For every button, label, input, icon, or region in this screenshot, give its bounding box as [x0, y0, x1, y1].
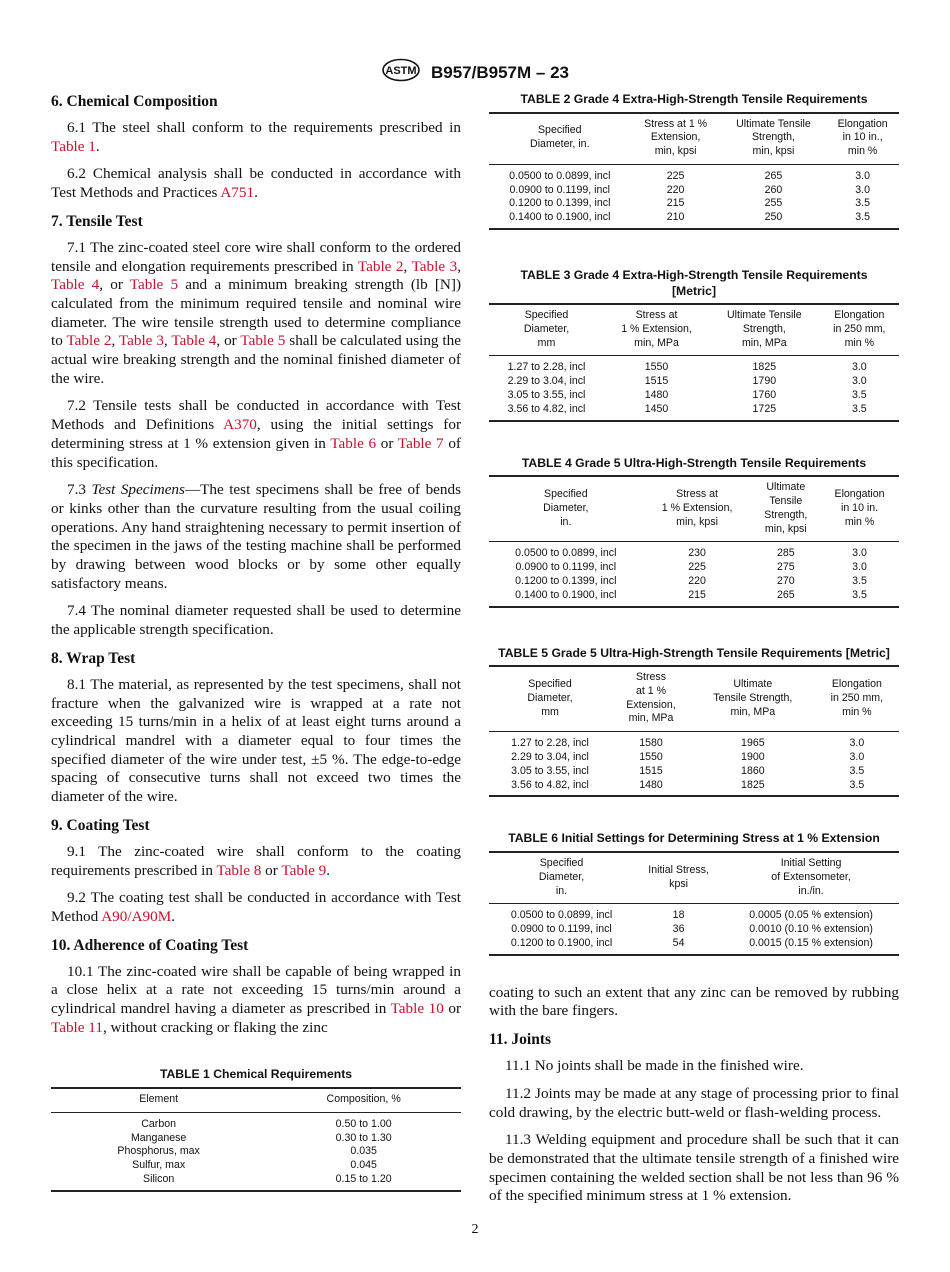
table-cell: 260 — [764, 183, 783, 196]
table-6 — [489, 831, 899, 955]
table-cell: 3.0 — [852, 547, 867, 560]
table-5 — [489, 646, 899, 798]
table-header-cell: Composition, % — [266, 1088, 461, 1112]
paragraph-9-1: 9.1 The zinc-coated wire shall conform to the coating requirements prescribed in Table 8 or Table 9. — [51, 842, 461, 879]
table-cell: 3.0 — [855, 169, 870, 182]
header-line: Diameter, in. — [530, 138, 590, 151]
header-line: Specified — [537, 124, 582, 137]
table-row — [489, 184, 899, 198]
section-heading: 9. Coating Test — [51, 816, 150, 834]
table-cell: 1965 — [741, 737, 765, 750]
table-cell: 0.0900 to 0.1199, incl — [511, 923, 612, 936]
table-cell: 3.5 — [851, 402, 867, 415]
header-line: in 250 mm, — [833, 322, 886, 335]
paragraph-6-2: 6.2 Chemical analysis shall be conducted in accordance with Test Methods and Practices A751. — [51, 165, 461, 202]
header-line: Specified — [539, 856, 584, 869]
paragraph-11-2: 11.2 Joints may be made at any stage of processing prior to final cold drawing, by the electric butt-weld or flash-welding process. — [489, 1084, 899, 1121]
table-cell: 3.5 — [852, 588, 867, 601]
table-9-link[interactable]: Table 9 — [281, 861, 327, 879]
header-line: min % — [842, 705, 872, 718]
table-cell: 3.5 — [855, 211, 870, 224]
table-title: TABLE 1 Chemical Requirements — [159, 1067, 353, 1082]
table-cell: 0.0015 (0.15 % extension) — [749, 936, 873, 949]
table-cell: 0.15 to 1.20 — [335, 1172, 392, 1185]
table-title: TABLE 4 Grade 5 Ultra-High-Strength Tensile Requirements — [521, 455, 867, 470]
astm-logo-text: ASTM — [385, 65, 417, 77]
header-line: Extension, — [650, 131, 701, 144]
table-cell: 1900 — [741, 751, 765, 764]
section-heading: 6. Chemical Composition — [51, 93, 218, 110]
table-header-cell — [691, 666, 815, 732]
table-header-row — [489, 113, 899, 165]
table-5-link[interactable]: Table 5 — [240, 332, 286, 350]
header-line: Diameter, — [543, 501, 589, 514]
table-header-cell — [820, 304, 899, 356]
header-line: Specified — [544, 488, 588, 501]
header-line: min % — [847, 145, 878, 158]
table-cell: 1.27 to 2.28, incl — [511, 737, 589, 750]
table-header-cell — [820, 476, 899, 542]
header-line: min, kpsi — [752, 145, 795, 158]
table-cell: 0.1400 to 0.1900, incl — [515, 588, 617, 601]
table-cell: 1550 — [644, 361, 669, 374]
table-row — [489, 589, 899, 607]
header-line: min, kpsi — [654, 145, 697, 158]
table-cell: 3.0 — [849, 751, 865, 764]
header-line: min, kpsi — [764, 522, 807, 535]
header-line: min, kpsi — [676, 515, 718, 528]
table-row — [489, 732, 899, 751]
table-cell: 3.5 — [851, 389, 867, 402]
paragraph-6-1: 6.1 The steel shall conform to the requirements prescribed in Table 1. — [51, 119, 461, 155]
paragraph-11-3: 11.3 Welding equipment and procedure shall be such that it can be demonstrated that the ultimate tensile strength of a finished wire specimen containing the welded section shall be not less than 96 % of the specified minimum stress at 1 % extension. — [489, 1131, 899, 1205]
table-cell: 2.29 to 3.04, incl — [511, 751, 589, 764]
table-cell: 0.1200 to 0.1399, incl — [509, 197, 611, 210]
table-cell: 270 — [776, 574, 795, 587]
table-row — [489, 403, 899, 421]
header-line: Diameter, — [527, 691, 573, 704]
header-line: 1 % Extension, — [661, 501, 733, 514]
table-4-grid — [489, 475, 899, 607]
table-header-cell — [826, 113, 899, 165]
page-header — [0, 58, 950, 87]
table-body — [489, 164, 899, 229]
table-header-cell — [489, 113, 631, 165]
table-body — [489, 356, 899, 421]
table-row — [51, 1112, 461, 1131]
table-4-link[interactable]: Table 4 — [171, 332, 217, 350]
header-line: Diameter, — [538, 870, 585, 883]
table-header-cell — [631, 113, 721, 165]
table-3-link[interactable]: Table 3 — [411, 257, 458, 275]
astm-logo-icon — [381, 58, 421, 87]
header-line: Ultimate — [766, 481, 806, 494]
header-line: of Extensometer, — [771, 870, 851, 883]
table-cell: 0.0900 to 0.1199, incl — [515, 561, 617, 574]
table-row — [489, 561, 899, 575]
a370-link[interactable]: A370 — [223, 416, 257, 434]
table-row — [51, 1132, 461, 1146]
paragraph-7-2: 7.2 Tensile tests shall be conducted in accordance with Test Methods and Definitions A370, using the initial settings for determining stress at 1 % extension given in Table 6 or Table 7 of this specification. — [51, 397, 461, 471]
table-cell: 0.0900 to 0.1199, incl — [509, 183, 611, 196]
table-cell: 275 — [776, 561, 795, 574]
table-cell: 18 — [672, 909, 685, 922]
table-2-grid — [489, 112, 899, 231]
header-line: Stress at 1 % — [644, 117, 708, 130]
table-cell: Sulfur, max — [132, 1159, 186, 1172]
paragraph-7-4: 7.4 The nominal diameter requested shall be used to determine the applicable strength specification. — [51, 602, 461, 639]
table-cell: 3.0 — [851, 361, 867, 374]
table-cell: 0.50 to 1.00 — [335, 1117, 392, 1130]
table-header-cell — [489, 476, 643, 542]
table-cell: 3.5 — [852, 574, 867, 587]
header-line: Extension, — [626, 698, 676, 711]
table-cell: 3.05 to 3.55, incl — [507, 389, 586, 402]
table-cell: Manganese — [130, 1131, 187, 1144]
table-8-link[interactable]: Table 8 — [216, 861, 262, 879]
table-cell: 1825 — [752, 361, 777, 374]
table-cell: 225 — [688, 561, 706, 574]
header-line: in 250 mm, — [830, 691, 884, 704]
table-header-cell — [815, 666, 899, 732]
table-title: TABLE 3 Grade 4 Extra-High-Strength Tensile Requirements [Metric] — [520, 268, 868, 298]
table-cell: 3.5 — [855, 197, 870, 210]
paragraph-10-1: 10.1 The zinc-coated wire shall be capable of being wrapped in a close helix at a rate not exceeding 15 turns/min around a cylindrical mandrel having a diameter as prescribed in Table 10 or Table 11, without cracking or flaking the zinc — [51, 962, 462, 1036]
header-line: mm — [537, 336, 556, 349]
header-line: Elongation — [831, 677, 882, 690]
table-header-cell — [721, 113, 827, 165]
table-cell: 1515 — [639, 764, 663, 777]
table-header-cell — [611, 666, 691, 732]
table-cell: 1580 — [639, 737, 663, 750]
table-cell: 36 — [672, 923, 685, 936]
table-cell: 1515 — [644, 375, 669, 388]
table-header-cell — [643, 476, 752, 542]
table-cell: 1860 — [741, 764, 765, 777]
header-line: Ultimate — [733, 677, 773, 690]
table-cell: 0.0500 to 0.0899, incl — [510, 909, 613, 922]
header-line: Tensile Strength, — [713, 691, 793, 704]
a751-link[interactable]: A751 — [220, 184, 255, 202]
header-line: Stress at — [676, 488, 718, 501]
table-row — [51, 1173, 461, 1191]
table-header-cell — [634, 852, 723, 904]
table-row — [489, 765, 899, 779]
header-line: Specified — [524, 309, 569, 322]
table-cell: Phosphorus, max — [117, 1145, 200, 1158]
header-line: min % — [844, 336, 875, 349]
table-1 — [51, 1067, 461, 1191]
table-cell: 54 — [672, 936, 685, 949]
paragraph-10-1-continued: coating to such an extent that any zinc can be removed by rubbing with the bare fingers. — [489, 983, 899, 1020]
table-4-link[interactable]: Table 4 — [51, 276, 100, 294]
header-line: Stress — [635, 671, 667, 684]
table-row — [489, 356, 899, 375]
table-row — [51, 1145, 461, 1159]
table-title: TABLE 2 Grade 4 Extra-High-Strength Tensile Requirements — [520, 92, 868, 106]
table-header-row — [489, 304, 899, 356]
table-cell: 1725 — [752, 402, 777, 415]
table-cell: 0.0010 (0.10 % extension) — [749, 923, 873, 936]
table-1-link[interactable]: Table 1 — [51, 137, 96, 155]
header-line: min % — [844, 515, 875, 528]
table-6-link[interactable]: Table 6 — [330, 434, 377, 452]
table-cell: 0.1200 to 0.1900, incl — [510, 936, 613, 949]
table-row — [489, 197, 899, 211]
table-cell: 220 — [666, 183, 685, 196]
paragraph-9-2: 9.2 The coating test shall be conducted in accordance with Test Method A90/A90M. — [51, 889, 461, 925]
header-line: kpsi — [669, 877, 688, 890]
header-line: min, MPa — [730, 705, 776, 718]
header-line: Strength, — [742, 322, 786, 335]
table-body — [489, 904, 899, 955]
table-cell: 1825 — [741, 778, 765, 791]
table-cell: 225 — [666, 169, 685, 182]
header-line: in. — [555, 884, 568, 897]
right-column — [489, 92, 899, 1215]
section-heading: 11. Joints — [489, 1031, 552, 1049]
table-row — [489, 751, 899, 765]
table-body — [489, 732, 899, 797]
table-5-link[interactable]: Table 5 — [129, 276, 179, 294]
table-body — [489, 542, 899, 607]
table-cell: 3.0 — [851, 375, 867, 388]
header-line: Stress at — [635, 309, 678, 322]
standard-designation: B957/B957M – 23 — [431, 62, 569, 82]
table-header-cell: Element — [51, 1088, 266, 1112]
table-cell: 3.0 — [849, 737, 865, 750]
table-header-cell — [752, 476, 821, 542]
paragraph-11-1: 11.1 No joints shall be made in the finished wire. — [505, 1057, 804, 1075]
header-line: Initial Setting — [780, 856, 842, 869]
table-2-link[interactable]: Table 2 — [66, 332, 112, 350]
table-cell: 1790 — [752, 375, 777, 388]
header-line: mm — [541, 705, 559, 718]
table-cell: 0.045 — [350, 1159, 377, 1172]
table-row — [51, 1159, 461, 1173]
section-heading: 10. Adherence of Coating Test — [51, 936, 249, 954]
table-cell: Carbon — [141, 1117, 177, 1130]
table-cell: 0.0005 (0.05 % extension) — [749, 909, 873, 922]
table-row — [489, 542, 899, 561]
section-heading: 7. Tensile Test — [51, 212, 143, 230]
table-cell: 3.5 — [849, 764, 865, 777]
table-3-link[interactable]: Table 3 — [118, 332, 164, 350]
table-6-grid — [489, 851, 899, 956]
table-cell: 3.0 — [855, 183, 870, 196]
header-line: 1 % Extension, — [621, 322, 692, 335]
table-title: TABLE 6 Initial Settings for Determining Stress at 1 % Extension — [508, 831, 880, 846]
table-row — [489, 211, 899, 229]
table-10-link[interactable]: Table 10 — [390, 1000, 444, 1018]
a90-link[interactable]: A90/A90M — [101, 907, 172, 925]
table-11-link[interactable]: Table 11 — [51, 1018, 103, 1036]
table-cell: 255 — [764, 197, 783, 210]
table-7-link[interactable]: Table 7 — [397, 434, 444, 452]
table-cell: 1550 — [639, 751, 663, 764]
header-line: Diameter, — [523, 322, 570, 335]
header-line: Elongation — [837, 117, 888, 130]
table-title: TABLE 5 Grade 5 Ultra-High-Strength Tensile Requirements [Metric] — [498, 645, 890, 660]
header-line: Specified — [528, 677, 572, 690]
table-header-cell — [604, 304, 709, 356]
table-cell: Silicon — [143, 1172, 175, 1185]
table-cell: 230 — [688, 547, 706, 560]
header-line: min, MPa — [634, 336, 679, 349]
table-cell: 0.1400 to 0.1900, incl — [509, 211, 611, 224]
table-header-cell — [489, 666, 611, 732]
left-column — [51, 92, 461, 1192]
table-cell: 250 — [764, 211, 783, 224]
table-row — [489, 575, 899, 589]
page-number: 2 — [471, 1222, 479, 1237]
header-line: Ultimate Tensile — [736, 117, 811, 130]
header-line: Strength, — [764, 508, 808, 521]
table-4 — [489, 456, 899, 608]
table-cell: 0.0500 to 0.0899, incl — [515, 547, 617, 560]
table-cell: 265 — [776, 588, 795, 601]
header-line: at 1 % — [635, 684, 667, 697]
header-line: in 10 in. — [840, 501, 879, 514]
table-cell: 265 — [764, 169, 783, 182]
table-cell: 0.0500 to 0.0899, incl — [509, 169, 611, 182]
table-row — [489, 923, 899, 937]
table-cell: 215 — [666, 197, 685, 210]
paragraph-7-1: 7.1 The zinc-coated steel core wire shall conform to the ordered tensile and elongation requirements prescribed in Table 2, Table 3, Table 4, or Table 5 and a minimum breaking strength (lb [N]) calculated from the minimum required tensile and nominal wire diameter. The wire tensile strength used to determine compliance to Table 2, Table 3, Table 4, or Table 5 shall be calculated using the actual wire breaking strength and the nominal finished diameter of the wire. — [51, 238, 462, 387]
table-cell: 1480 — [639, 778, 663, 791]
paragraph-7-3: 7.3 Test Specimens—The test specimens shall be free of bends or kinks other than the curvature resulting from the usual coiling operations. Any hand straightening necessary to permit insertion of the specimen in the jaws of the testing machine shall be performed by drawing between wood blocks or by some other equally satisfactory means. — [51, 481, 461, 592]
table-cell: 285 — [776, 547, 795, 560]
header-line: Initial Stress, — [648, 863, 709, 876]
header-line: Tensile — [769, 494, 803, 507]
table-header-cell — [489, 852, 634, 904]
table-2-link[interactable]: Table 2 — [357, 257, 404, 275]
table-header-row — [489, 666, 899, 732]
header-line: Elongation — [834, 488, 885, 501]
table-cell: 1.27 to 2.28, incl — [507, 361, 586, 374]
table-cell: 3.5 — [849, 778, 865, 791]
header-line: min, MPa — [741, 336, 787, 349]
table-row — [489, 779, 899, 797]
table-cell: 1480 — [644, 389, 669, 402]
table-header-cell — [489, 304, 604, 356]
table-5-grid — [489, 665, 899, 797]
table-1-grid — [51, 1087, 461, 1192]
table-cell: 215 — [688, 588, 706, 601]
header-line: min, MPa — [628, 712, 674, 725]
table-3 — [489, 268, 899, 422]
paragraph-8-1: 8.1 The material, as represented by the test specimens, shall not fracture when the galvanized wire is wrapped at a rate not exceeding 15 turns/min in a helix of at least eight turns around a cylindrical mandrel with a diameter equal to four times the specified diameter of the wire under test, ±5 %. The edge-to-edge spacing of consecutive turns shall not exceed two times the diameter of the wire. — [51, 675, 461, 806]
table-body — [51, 1112, 461, 1190]
table-cell: 210 — [666, 211, 685, 224]
table-row — [489, 904, 899, 923]
header-line: in. — [560, 515, 572, 528]
table-cell: 1450 — [644, 402, 669, 415]
table-row — [489, 937, 899, 955]
table-cell: 0.30 to 1.30 — [335, 1131, 392, 1144]
table-cell: 0.035 — [350, 1145, 377, 1158]
table-cell: 3.56 to 4.82, incl — [511, 778, 589, 791]
table-cell: 0.1200 to 0.1399, incl — [515, 574, 617, 587]
table-header-row — [489, 852, 899, 904]
table-row — [489, 389, 899, 403]
table-cell: 3.56 to 4.82, incl — [507, 402, 586, 415]
header-line: Strength, — [751, 131, 795, 144]
table-cell: 3.0 — [852, 561, 867, 574]
header-line: Elongation — [834, 309, 885, 322]
table-row — [489, 164, 899, 183]
header-line: in 10 in., — [842, 131, 883, 144]
section-heading: 8. Wrap Test — [51, 649, 136, 667]
header-line: in./in. — [798, 884, 824, 897]
table-cell: 2.29 to 3.04, incl — [507, 375, 586, 388]
table-header-row — [489, 476, 899, 542]
table-cell: 1760 — [752, 389, 777, 402]
table-cell: 3.05 to 3.55, incl — [511, 764, 589, 777]
table-header-cell — [723, 852, 899, 904]
table-cell: 220 — [688, 574, 706, 587]
header-line: Ultimate Tensile — [727, 309, 802, 322]
table-2 — [489, 92, 899, 230]
table-3-grid — [489, 303, 899, 422]
table-header-cell — [709, 304, 820, 356]
table-row — [489, 375, 899, 389]
